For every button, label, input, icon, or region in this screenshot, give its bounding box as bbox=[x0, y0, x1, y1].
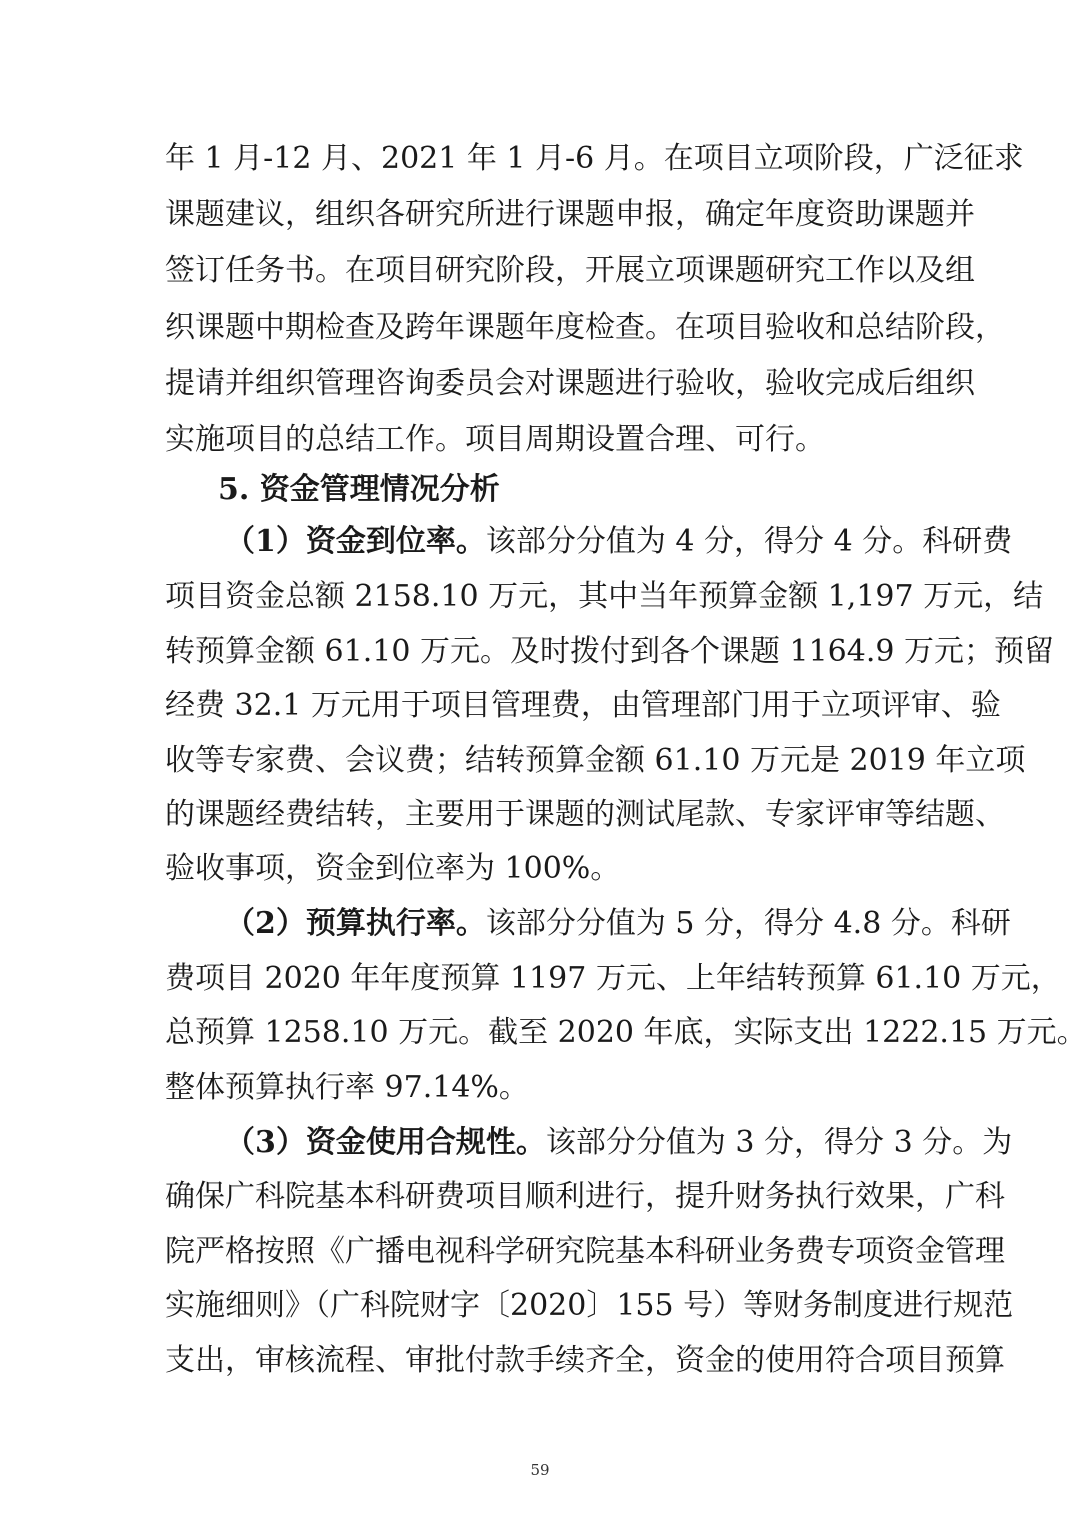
body-text-line: 年 1 月-12 月、2021 年 1 月-6 月。在项目立项阶段，广泛征求 bbox=[165, 141, 1024, 176]
paragraph-text: 该部分分值为 4 分，得分 4 分。科研费 bbox=[485, 524, 1013, 559]
body-text-line: 提请并组织管理咨询委员会对课题进行验收，验收完成后组织 bbox=[165, 366, 975, 401]
paragraph-first-line bbox=[225, 904, 1011, 944]
body-text-line: 实施项目的总结工作。项目周期设置合理、可行。 bbox=[165, 422, 825, 457]
section-heading: 5. 资金管理情况分析 bbox=[218, 472, 500, 507]
body-text-line: 织课题中期检查及跨年课题年度检查。在项目验收和总结阶段， bbox=[165, 310, 1005, 345]
body-text-line: 费项目 2020 年年度预算 1197 万元、上年结转预算 61.10 万元， bbox=[165, 961, 1061, 996]
paragraph-lead: （1）资金到位率。 bbox=[225, 524, 486, 559]
paragraph-lead: （2）预算执行率。 bbox=[225, 906, 486, 941]
body-text-line: 转预算金额 61.10 万元。及时拨付到各个课题 1164.9 万元；预留 bbox=[165, 634, 1054, 669]
body-text-line: 的课题经费结转，主要用于课题的测试尾款、专家评审等结题、 bbox=[165, 797, 1005, 832]
body-text-line: 院严格按照《广播电视科学研究院基本科研业务费专项资金管理 bbox=[165, 1234, 1005, 1269]
paragraph-text: 该部分分值为 5 分，得分 4.8 分。科研 bbox=[485, 906, 1011, 941]
body-text-line: 收等专家费、会议费；结转预算金额 61.10 万元是 2019 年立项 bbox=[165, 743, 1026, 778]
body-text-line: 确保广科院基本科研费项目顺利进行，提升财务执行效果，广科 bbox=[165, 1179, 1005, 1214]
body-text-line: 经费 32.1 万元用于项目管理费，由管理部门用于立项评审、验 bbox=[165, 688, 1001, 723]
paragraph-first-line bbox=[225, 522, 1013, 562]
body-text-line: 验收事项，资金到位率为 100%。 bbox=[165, 851, 621, 886]
page-number: 59 bbox=[530, 1461, 550, 1479]
paragraph-text: 该部分分值为 3 分，得分 3 分。为 bbox=[545, 1125, 1013, 1160]
paragraph-lead: （3）资金使用合规性。 bbox=[225, 1125, 546, 1160]
body-text-line: 整体预算执行率 97.14%。 bbox=[165, 1070, 529, 1105]
body-text-line: 项目资金总额 2158.10 万元，其中当年预算金额 1,197 万元，结 bbox=[165, 579, 1044, 614]
body-text-line: 支出，审核流程、审批付款手续齐全，资金的使用符合项目预算 bbox=[165, 1343, 1005, 1378]
body-text-line: 签订任务书。在项目研究阶段，开展立项课题研究工作以及组 bbox=[165, 253, 975, 288]
paragraph-first-line bbox=[225, 1123, 1013, 1163]
body-text-line: 课题建议，组织各研究所进行课题申报，确定年度资助课题并 bbox=[165, 197, 975, 232]
body-text-line: 实施细则》（广科院财字〔2020〕155 号）等财务制度进行规范 bbox=[165, 1288, 1014, 1323]
body-text-line: 总预算 1258.10 万元。截至 2020 年底，实际支出 1222.15 万元。 bbox=[165, 1015, 1087, 1050]
